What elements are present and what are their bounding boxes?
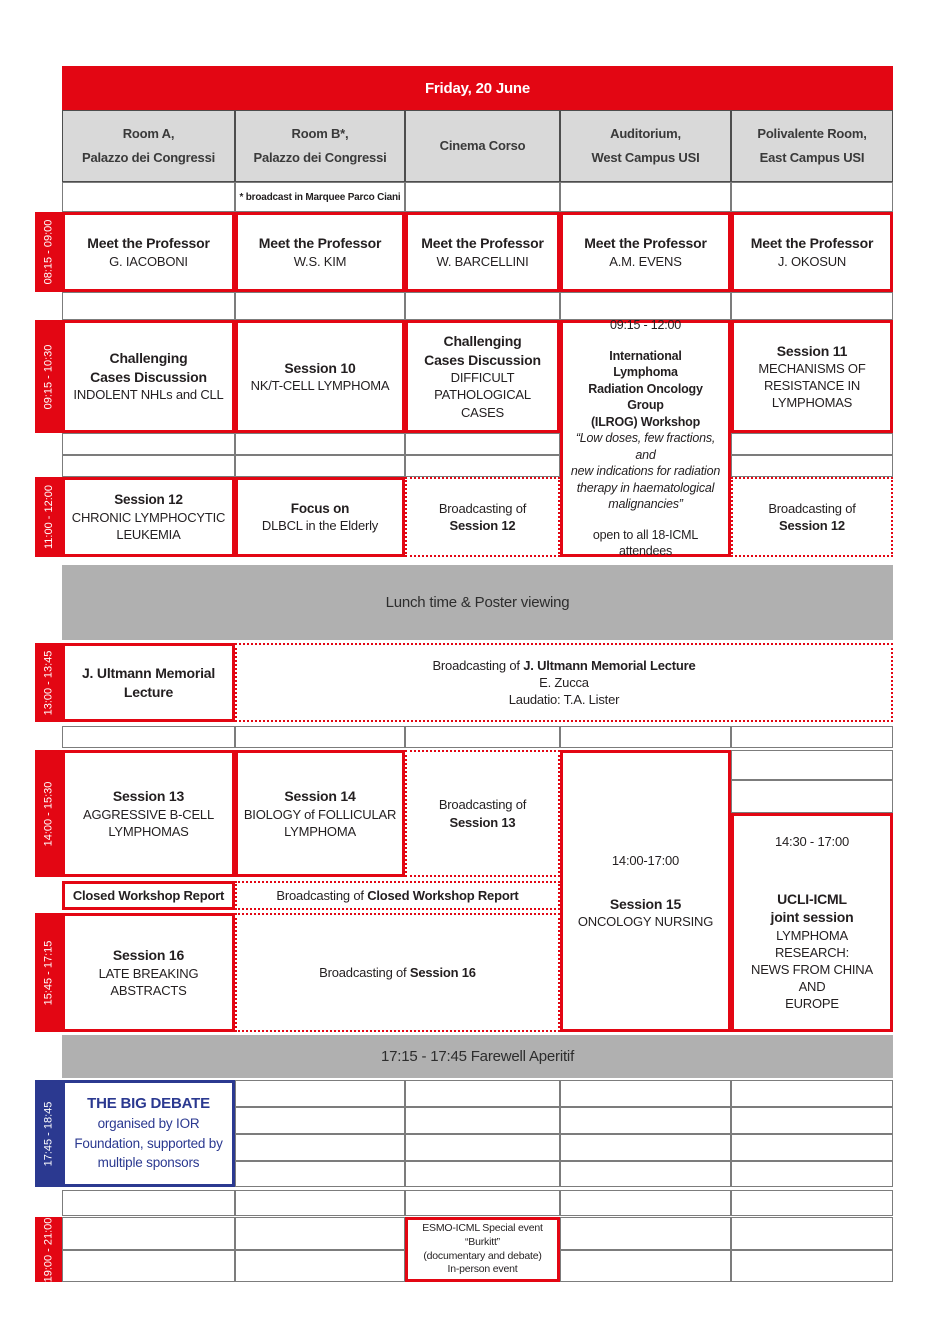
time-slot-1400-1530 [35,750,62,877]
empty-cell [731,1217,893,1250]
broadcast-line [276,887,518,904]
esmo-event-line: (documentary and debate) [423,1249,542,1262]
mtp-room-a-cell [62,212,235,292]
polivalente-broadcast-s12-cell [731,477,893,557]
day-title: Friday, 20 June [424,79,531,97]
speaker-name: W.S. KIM [293,253,347,269]
session14-cell [235,750,405,877]
mtp-room-b-cell [235,212,405,292]
empty-cell [731,1161,893,1187]
time-slot-1900-2100 [35,1217,62,1282]
session-subtitle: AGGRESSIVE B-CELL [83,806,214,822]
session-time: 14:00-17:00 [611,852,680,868]
empty-cell [405,455,560,477]
empty-cell [731,1250,893,1282]
debate-subtitle: organised by IOR [97,1116,200,1132]
time-label: 14:00 - 15:30 [42,781,55,846]
session-title: UCLI-ICML [777,890,847,907]
session-name: Session 16 [409,964,476,980]
empty-cell [62,1217,235,1250]
empty-cell [405,182,560,212]
room-b-note: * broadcast in Marquee Parco Ciani [239,191,401,203]
time-label: 08:15 - 09:00 [42,219,55,285]
time-label: 09:15 - 10:30 [42,344,55,409]
broadcast-prefix: Broadcasting of [432,657,520,673]
room-name-line: Palazzo dei Congressi [81,150,216,165]
session-subtitle: PATHOLOGICAL CASES [434,387,531,420]
empty-cell [235,1190,405,1216]
time-slot-1545-1715 [35,913,62,1032]
room-name-line: Cinema Corso [439,137,526,153]
session-subtitle: RESISTANCE IN [763,378,861,394]
challenging-cases-cinema-cell [405,320,560,433]
ultmann-lecture-cell [62,643,235,722]
empty-cell [560,1190,731,1216]
session-subtitle: MECHANISMS OF [758,361,866,376]
session15-cell [560,750,731,1032]
speaker-name: E. Zucca [539,674,589,690]
session-name: J. Ultmann Memorial Lecture [523,657,696,673]
broadcast-prefix: Broadcasting of [319,964,407,980]
empty-cell [731,292,893,320]
empty-cell [560,1161,731,1187]
farewell-banner [62,1035,893,1078]
empty-cell [62,182,235,212]
session-title: Session 11 [776,342,848,359]
workshop-open-note: open to all 18-ICML attendees [592,527,699,559]
esmo-event-line: ESMO-ICML Special event [422,1222,543,1235]
time-label: 17:45 - 18:45 [42,1101,55,1166]
col-header-room-a [62,110,235,182]
empty-cell [62,726,235,748]
session-subtitle: DIFFICULT [450,370,515,386]
day-banner [62,66,893,110]
session10-cell [235,320,405,433]
empty-cell [62,292,235,320]
workshop-quote: new indications for radiation [570,464,721,479]
time-label: 13:00 - 13:45 [42,650,55,715]
session-title: Session 16 [112,947,185,964]
workshop-title: Lymphoma [613,365,678,380]
empty-cell [405,1134,560,1161]
time-label: 15:45 - 17:15 [42,940,55,1005]
empty-cell [731,182,893,212]
session-title: Meet the Professor [258,235,382,252]
session-title: Cases Discussion [90,368,207,385]
session-subtitle: LEUKEMIA [116,526,181,542]
empty-cell [235,1107,405,1134]
session-subtitle: LYMPHOMAS [771,395,853,411]
ultmann-broadcast-cell [235,643,893,722]
speaker-name: W. BARCELLINI [436,253,529,269]
broadcast-prefix: Broadcasting of [276,887,364,903]
session-subtitle: CHRONIC LYMPHOCYTIC [71,509,226,525]
cinema-broadcast-s12-cell [405,477,560,557]
workshop-time: 09:15 - 12:00 [609,318,682,333]
session-title: Challenging [443,333,522,350]
col-header-polivalente [731,110,893,182]
room-name-line: East Campus USI [759,150,865,165]
lecture-title: J. Ultmann Memorial [81,665,216,682]
empty-cell [731,1107,893,1134]
col-header-auditorium [560,110,731,182]
empty-cell [235,433,405,455]
empty-cell [560,1217,731,1250]
session-title: Cases Discussion [424,351,541,368]
empty-cell [560,292,731,320]
esmo-event-cell [405,1217,560,1282]
room-name-line: Room B*, [291,125,349,141]
empty-cell [235,1134,405,1161]
empty-cell [235,726,405,748]
time-slot-1100-1200 [35,477,62,557]
empty-cell [731,750,893,780]
ucli-icml-cell [731,813,893,1032]
session-title: Challenging [109,350,188,367]
empty-cell [405,433,560,455]
session12-cell [62,477,235,557]
laudatio-line: Laudatio: T.A. Lister [508,692,620,708]
session-subtitle: DLBCL in the Elderly [261,518,379,534]
session-time: 14:30 - 17:00 [774,833,850,849]
empty-cell [235,1161,405,1187]
broadcast-prefix: Broadcasting of [438,797,527,813]
focus-dlbcl-cell [235,477,405,557]
workshop-quote: malignancies” [608,497,683,512]
empty-cell [62,433,235,455]
session16-cell [62,913,235,1032]
session-title: Meet the Professor [750,235,874,252]
empty-cell [235,1250,405,1282]
session-subtitle: ONCOLOGY NURSING [577,914,714,930]
debate-title: THE BIG DEBATE [87,1095,210,1113]
session-subtitle: LYMPHOMAS [108,823,189,839]
empty-cell [731,433,893,455]
session-title: Session 14 [284,788,356,805]
mtp-polivalente-cell [731,212,893,292]
session-title: Session 12 [114,491,183,507]
empty-cell [235,1217,405,1250]
cinema-broadcast-s13-cell [405,750,560,877]
empty-cell [731,1080,893,1107]
empty-cell [560,1107,731,1134]
big-debate-cell [62,1080,235,1187]
session-title: Focus on [290,500,350,516]
session-subtitle: EUROPE [785,996,839,1012]
speaker-name: J. OKOSUN [777,253,847,269]
mtp-auditorium-cell [560,212,731,292]
empty-cell [62,1190,235,1216]
session-subtitle: LYMPHOMA [284,823,356,839]
session-name: Closed Workshop Report [367,887,519,903]
broadcast-prefix: Broadcasting of [768,500,856,516]
room-b-note-cell [235,182,405,212]
empty-cell [731,1190,893,1216]
time-label: 19:00 - 21:00 [42,1217,55,1282]
time-label: 11:00 - 12:00 [42,484,55,550]
session-title: Session 13 [112,788,185,805]
session13-cell [62,750,235,877]
closed-workshop-cell [62,881,235,910]
session-subtitle: BIOLOGY of FOLLICULAR [243,806,397,822]
empty-cell [560,182,731,212]
ilrog-workshop-cell [560,320,731,557]
empty-cell [405,1161,560,1187]
broadcast-line [432,657,695,674]
time-slot-0915-1030 [35,320,62,433]
col-header-room-b [235,110,405,182]
empty-cell [405,292,560,320]
col-header-cinema-corso [405,110,560,182]
workshop-quote: “Low doses, few fractions, and [575,431,716,462]
session-name: Session 13 [449,814,516,830]
session-name: Session 12 [449,518,516,533]
empty-cell [405,1107,560,1134]
workshop-report-title: Closed Workshop Report [72,887,225,903]
speaker-name: A.M. EVENS [609,253,682,269]
farewell-banner-text: 17:15 - 17:45 Farewell Aperitif [380,1048,575,1065]
speaker-name: G. IACOBONI [109,253,188,269]
empty-cell [560,1134,731,1161]
session16-broadcast-cell [235,913,560,1032]
empty-cell [235,1080,405,1107]
empty-cell [405,726,560,748]
workshop-title: International [609,348,682,363]
empty-cell [235,455,405,477]
workshop-title: (ILROG) Workshop [590,414,701,429]
room-name-line: West Campus USI [591,150,700,165]
challenging-cases-room-a-cell [62,320,235,433]
session-title: Session 10 [284,359,356,376]
session-subtitle: LYMPHOMA RESEARCH: [774,927,850,960]
debate-subtitle: Foundation, supported by [74,1135,223,1151]
lunch-banner [62,565,893,640]
esmo-event-line: “Burkitt” [465,1235,500,1248]
workshop-quote: therapy in haematological [576,480,715,495]
lecture-title: Lecture [123,683,174,700]
empty-cell [560,726,731,748]
session-subtitle: NK/T-CELL LYMPHOMA [250,378,390,394]
empty-cell [235,292,405,320]
time-slot-1745-1845 [35,1080,62,1187]
esmo-event-line: In-person event [447,1263,518,1276]
empty-cell [560,1250,731,1282]
empty-cell [731,1134,893,1161]
mtp-cinema-cell [405,212,560,292]
room-name-line: Auditorium, [610,125,681,141]
empty-cell [731,455,893,477]
session-subtitle: LATE BREAKING [98,965,199,981]
session11-cell [731,320,893,433]
empty-cell [560,1080,731,1107]
closed-workshop-broadcast-cell [235,881,560,910]
empty-cell [405,1190,560,1216]
empty-cell [62,1250,235,1282]
time-slot-0815-0900 [35,212,62,292]
empty-cell [405,1080,560,1107]
session-title: Session 15 [609,895,682,912]
time-slot-1300-1345 [35,643,62,722]
room-name-line: Palazzo dei Congressi [253,150,387,165]
session-title: Meet the Professor [421,235,544,252]
room-name-line: Room A, [122,125,175,141]
lunch-banner-text: Lunch time & Poster viewing [385,594,570,611]
session-subtitle: INDOLENT NHLs and CLL [73,387,224,403]
room-name-line: Polivalente Room, [757,125,867,141]
empty-cell [62,455,235,477]
workshop-title: Radiation Oncology Group [588,381,703,413]
debate-subtitle: multiple sponsors [97,1155,200,1171]
session-title: Meet the Professor [87,235,210,252]
session-subtitle: NEWS FROM CHINA AND [751,961,873,995]
session-subtitle: ABSTRACTS [110,982,187,998]
empty-cell [731,726,893,748]
session-name: Session 12 [779,518,845,533]
session-title: Meet the Professor [584,235,707,252]
broadcast-line [319,964,476,981]
session-title: joint session [770,909,854,926]
broadcast-prefix: Broadcasting of [438,500,527,516]
empty-cell [731,780,893,813]
